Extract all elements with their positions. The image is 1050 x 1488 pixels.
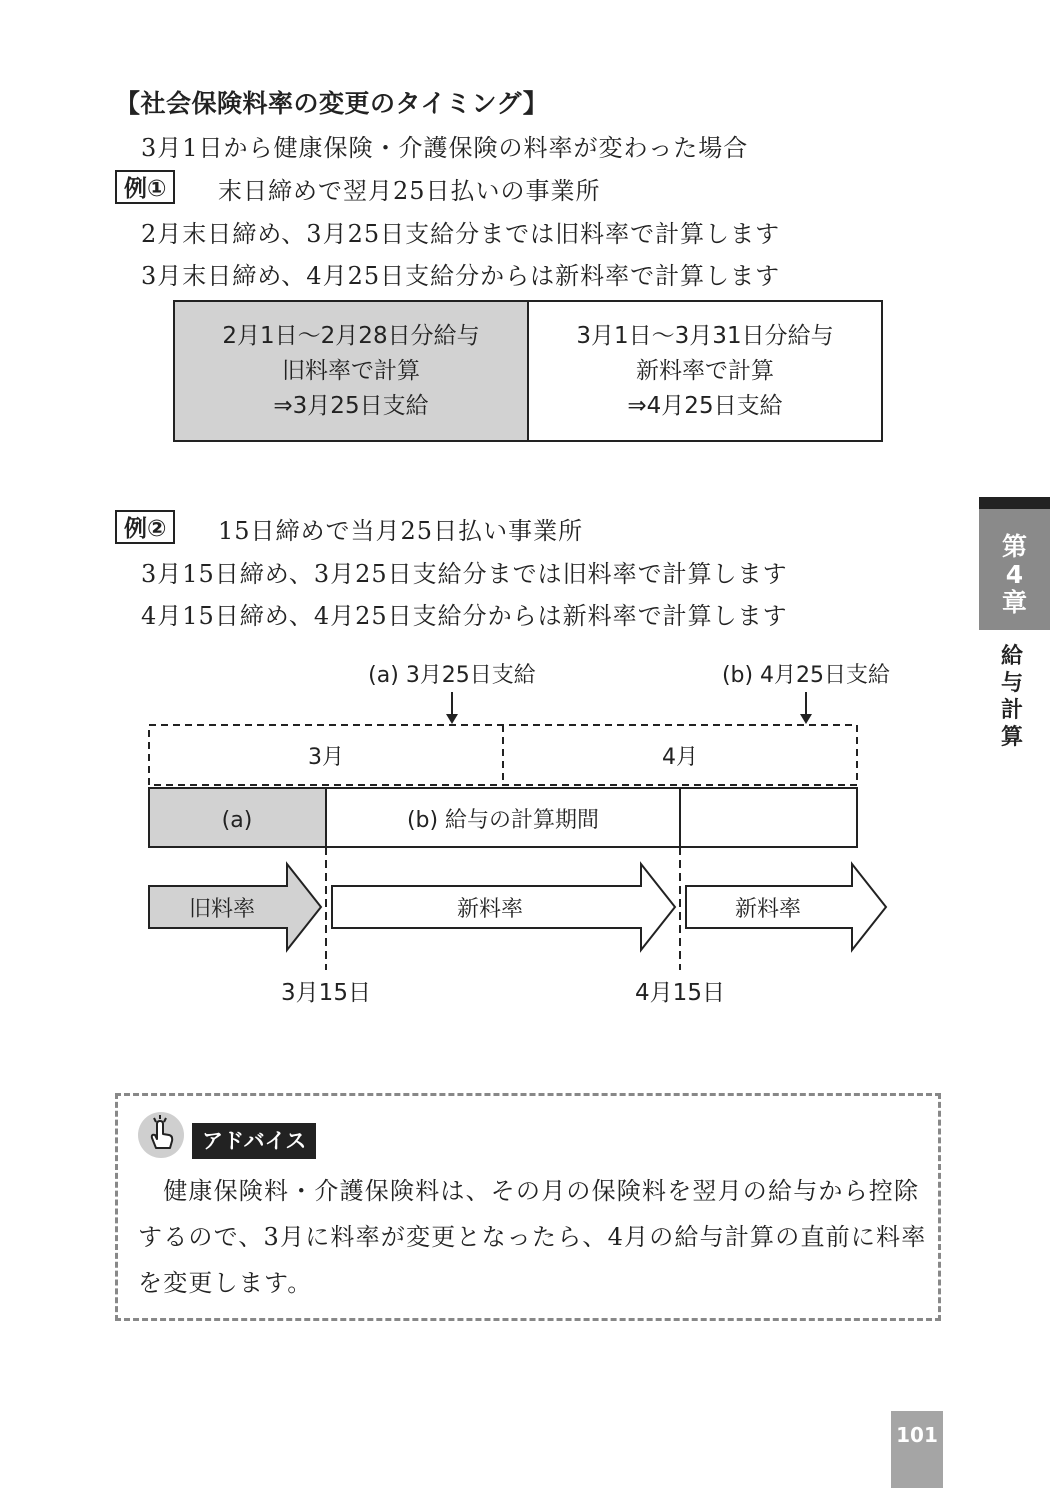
chapter-title-char: 与 xyxy=(1000,671,1023,696)
example1-line2: 3月末日締め、4月25日支給分からは新料率で計算します xyxy=(141,262,781,290)
old-rate-cell xyxy=(174,301,528,441)
pay-label-a: (a) 3月25日支給 xyxy=(368,663,536,688)
cutoff-date-2: 4月15日 xyxy=(635,980,725,1006)
new-rate-label-2: 新料率 xyxy=(734,897,802,922)
chapter-title xyxy=(986,643,1038,751)
pointing-hand-icon xyxy=(138,1112,184,1158)
example1-table xyxy=(173,300,883,442)
period-a-label: (a) xyxy=(221,808,253,833)
timeline-diagram xyxy=(0,640,1050,1020)
cutoff-date-1: 3月15日 xyxy=(281,980,371,1006)
chapter-char-3: 章 xyxy=(1001,588,1027,617)
example2-line2: 4月15日締め、4月25日支給分からは新料率で計算します xyxy=(141,602,788,630)
example1-line1: 2月末日締め、3月25日支給分までは旧料率で計算します xyxy=(141,220,781,248)
month-april: 4月 xyxy=(662,745,698,770)
advice-text: 健康保険料・介護保険料は、その月の保険料を翌月の給与から控除するので、3月に料率が変更となったら、4月の給与計算の直前に料率を変更します。 xyxy=(138,1177,927,1297)
chapter-tab xyxy=(979,497,1050,630)
pay-arrow-a xyxy=(446,692,458,724)
new-rate-cell xyxy=(528,301,882,441)
new-rate: 新料率で計算 xyxy=(636,357,774,384)
old-period: 2月1日〜2月28日分給与 xyxy=(222,322,480,349)
month-march: 3月 xyxy=(308,745,344,770)
pay-arrow-b xyxy=(800,692,812,724)
period-next-box xyxy=(680,788,857,847)
chapter-title-char: 給 xyxy=(1000,644,1023,669)
old-rate-label: 旧料率 xyxy=(188,897,256,922)
section-heading: 【社会保険料率の変更のタイミング】 xyxy=(115,89,549,118)
new-period: 3月1日〜3月31日分給与 xyxy=(576,322,834,349)
old-rate: 旧料率で計算 xyxy=(282,357,420,384)
pay-label-b: (b) 4月25日支給 xyxy=(721,663,891,688)
advice-tag: アドバイス xyxy=(192,1123,316,1159)
example2-label xyxy=(115,510,175,544)
new-rate-label-1: 新料率 xyxy=(456,897,524,922)
period-b-label: (b) 給与の計算期間 xyxy=(406,808,600,833)
old-pay: ⇒3月25日支給 xyxy=(273,392,429,419)
chapter-char-1: 第 xyxy=(1001,532,1027,561)
example2-line1: 3月15日締め、3月25日支給分までは旧料率で計算します xyxy=(141,560,788,588)
chapter-title-char: 計 xyxy=(1000,698,1023,723)
new-pay: ⇒4月25日支給 xyxy=(627,392,783,419)
example1-title: 末日締めで翌月25日払いの事業所 xyxy=(218,177,601,205)
chapter-number: 4 xyxy=(1005,560,1024,589)
chapter-title-char: 算 xyxy=(1000,725,1023,750)
example1-label xyxy=(115,170,175,204)
page-number: 101 xyxy=(891,1411,943,1488)
example2-title: 15日締めで当月25日払い事業所 xyxy=(218,517,584,545)
example1-badge: 例① xyxy=(115,170,175,204)
intro-text: 3月1日から健康保険・介護保険の料率が変わった場合 xyxy=(141,134,749,162)
example2-badge: 例② xyxy=(115,510,175,544)
